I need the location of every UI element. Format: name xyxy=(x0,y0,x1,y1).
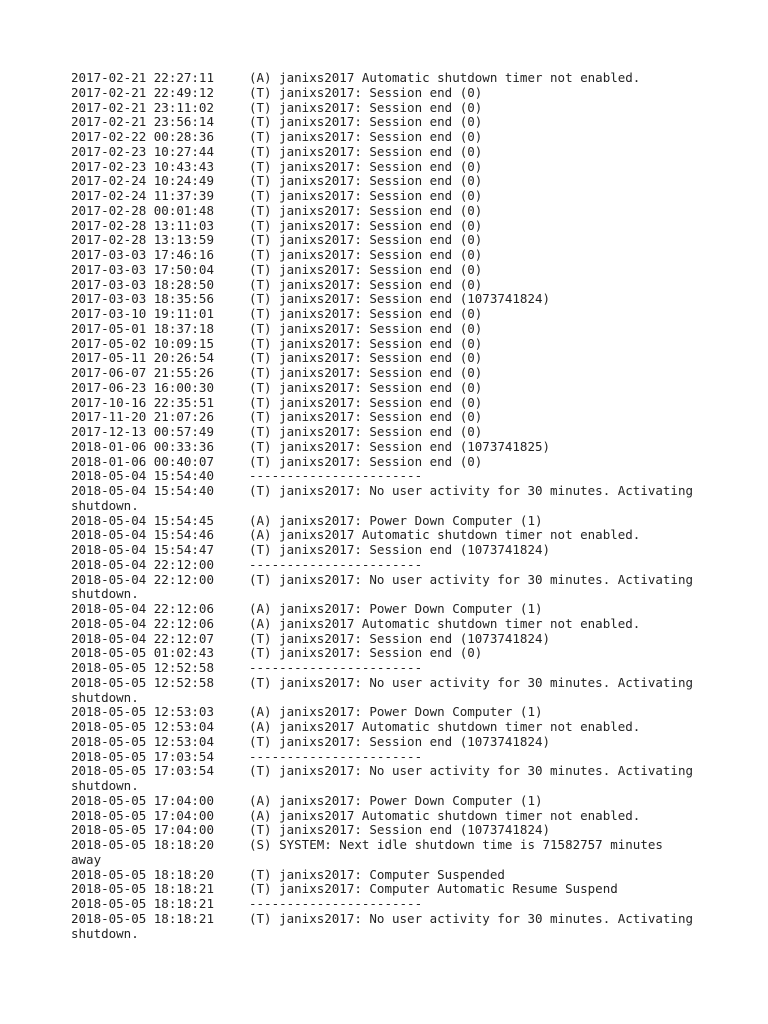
log-entry xyxy=(71,705,711,720)
log-timestamp: 2017-03-03 17:50:04 xyxy=(71,261,214,277)
log-timestamp: 2018-05-05 18:18:21 xyxy=(71,881,214,897)
log-message: (T) janixs2017: Session end (0) xyxy=(249,453,483,469)
log-entry xyxy=(71,292,711,307)
log-message: (T) janixs2017: Session end (0) xyxy=(249,158,483,174)
log-message-continuation: shutdown. xyxy=(71,925,139,941)
log-timestamp: 2018-05-05 18:18:20 xyxy=(71,866,214,882)
log-message-continuation: away xyxy=(71,851,102,867)
log-entry xyxy=(71,381,711,396)
log-timestamp: 2017-02-24 11:37:39 xyxy=(71,188,214,203)
log-timestamp: 2017-06-23 16:00:30 xyxy=(71,379,214,395)
log-message: (T) janixs2017: Session end (0) xyxy=(249,276,483,292)
log-timestamp: 2018-05-04 22:12:07 xyxy=(71,630,214,646)
log-entry xyxy=(71,794,711,809)
log-entry xyxy=(71,189,711,204)
log-entry xyxy=(71,204,711,219)
log-message: (T) janixs2017: Session end (0) xyxy=(249,173,483,189)
log-message: ----------------------- xyxy=(249,748,423,764)
log-entry xyxy=(71,366,711,381)
log-message: (T) janixs2017: Session end (0) xyxy=(249,365,483,380)
log-message: (T) janixs2017: Session end (0) xyxy=(249,202,483,218)
log-timestamp: 2018-05-05 17:03:54 xyxy=(71,748,214,764)
log-entry xyxy=(71,469,711,484)
log-entry xyxy=(71,823,711,838)
log-timestamp: 2018-05-04 15:54:45 xyxy=(71,512,214,528)
log-message: (T) janixs2017: Session end (0) xyxy=(249,409,483,425)
log-timestamp: 2018-05-05 01:02:43 xyxy=(71,645,214,661)
log-message: (T) janixs2017: Session end (0) xyxy=(249,394,483,410)
log-entry xyxy=(71,351,711,366)
log-message: (T) janixs2017: Session end (0) xyxy=(249,350,483,366)
log-timestamp: 2017-02-21 23:11:02 xyxy=(71,99,214,115)
log-message: (T) janixs2017: Session end (0) xyxy=(249,114,483,130)
log-message: (T) janixs2017: No user activity for 30 minutes. Activating xyxy=(249,910,694,926)
log-message: (T) janixs2017: Session end (0) xyxy=(249,143,483,159)
log-text xyxy=(71,71,711,941)
log-timestamp: 2018-05-05 18:18:20 xyxy=(71,837,214,852)
log-timestamp: 2018-05-04 22:12:06 xyxy=(71,615,214,631)
log-message: ----------------------- xyxy=(249,660,423,675)
log-entry xyxy=(71,130,711,145)
log-timestamp: 2018-05-05 12:52:58 xyxy=(71,674,214,690)
log-entry xyxy=(71,897,711,912)
log-timestamp: 2018-05-05 12:53:04 xyxy=(71,733,214,749)
log-entry xyxy=(71,573,711,588)
log-entry xyxy=(71,661,711,676)
log-message: (A) janixs2017: Power Down Computer (1) xyxy=(249,792,543,808)
log-timestamp: 2018-05-05 12:52:58 xyxy=(71,660,214,675)
log-timestamp: 2017-02-22 00:28:36 xyxy=(71,129,214,144)
log-message: (T) janixs2017: Session end (0) xyxy=(249,379,483,395)
log-timestamp: 2017-02-21 22:27:11 xyxy=(71,70,214,85)
log-message: (T) janixs2017: Session end (1073741824) xyxy=(249,630,551,646)
log-timestamp: 2017-02-28 13:11:03 xyxy=(71,217,214,233)
log-message: (T) janixs2017: Session end (0) xyxy=(249,217,483,233)
log-message: (T) janixs2017: Session end (0) xyxy=(249,232,483,248)
log-timestamp: 2018-05-04 15:54:47 xyxy=(71,542,214,557)
log-entry xyxy=(71,263,711,278)
log-entry xyxy=(71,543,711,558)
log-entry xyxy=(71,632,711,647)
log-message: (A) janixs2017: Power Down Computer (1) xyxy=(249,512,543,528)
log-entry xyxy=(71,838,711,853)
log-entry xyxy=(71,115,711,130)
log-entry xyxy=(71,174,711,189)
log-timestamp: 2018-05-04 15:54:40 xyxy=(71,468,214,484)
log-timestamp: 2018-05-05 17:04:00 xyxy=(71,807,214,823)
log-entry xyxy=(71,809,711,824)
log-entry xyxy=(71,219,711,234)
log-timestamp: 2018-05-05 17:04:00 xyxy=(71,792,214,808)
log-message: ----------------------- xyxy=(249,468,423,484)
log-message: (T) janixs2017: Session end (0) xyxy=(249,424,483,439)
log-entry xyxy=(71,145,711,160)
log-timestamp: 2018-01-06 00:33:36 xyxy=(71,438,214,454)
log-message-continuation: shutdown. xyxy=(71,778,139,793)
log-entry xyxy=(71,425,711,440)
log-timestamp: 2017-06-07 21:55:26 xyxy=(71,365,214,380)
log-entry xyxy=(71,440,711,455)
log-timestamp: 2017-03-03 17:46:16 xyxy=(71,247,214,262)
log-timestamp: 2017-02-23 10:43:43 xyxy=(71,158,214,174)
log-timestamp: 2018-01-06 00:40:07 xyxy=(71,453,214,469)
log-timestamp: 2018-05-05 18:18:21 xyxy=(71,910,214,926)
log-message: (T) janixs2017: Computer Suspended xyxy=(249,866,505,882)
log-message: (T) janixs2017: Session end (0) xyxy=(249,645,483,661)
log-message: (T) janixs2017: Computer Automatic Resume Suspend xyxy=(249,881,618,897)
log-timestamp: 2017-02-21 23:56:14 xyxy=(71,114,214,130)
log-message: (T) janixs2017: Session end (1073741825) xyxy=(249,438,551,454)
log-timestamp: 2017-03-03 18:35:56 xyxy=(71,291,214,307)
log-entry xyxy=(71,764,711,779)
log-entry xyxy=(71,735,711,750)
log-message: (A) janixs2017 Automatic shutdown timer not enabled. xyxy=(249,719,641,734)
log-message: (S) SYSTEM: Next idle shutdown time is 71582757 minutes xyxy=(249,837,663,852)
log-timestamp: 2017-03-10 19:11:01 xyxy=(71,306,214,321)
log-entry xyxy=(71,617,711,632)
log-timestamp: 2017-05-02 10:09:15 xyxy=(71,335,214,351)
log-timestamp: 2017-02-28 13:13:59 xyxy=(71,232,214,248)
log-message-continuation: shutdown. xyxy=(71,497,139,513)
log-timestamp: 2017-05-01 18:37:18 xyxy=(71,320,214,336)
log-message: ----------------------- xyxy=(249,556,423,572)
log-message: (T) janixs2017: Session end (0) xyxy=(249,129,483,144)
log-message-continuation: shutdown. xyxy=(71,586,139,602)
log-timestamp: 2018-05-04 22:12:00 xyxy=(71,571,214,587)
log-message: (T) janixs2017: Session end (0) xyxy=(249,306,483,321)
log-timestamp: 2017-03-03 18:28:50 xyxy=(71,276,214,292)
log-entry xyxy=(71,322,711,337)
log-timestamp: 2018-05-04 15:54:46 xyxy=(71,527,214,543)
log-timestamp: 2018-05-04 15:54:40 xyxy=(71,483,214,498)
log-message: (T) janixs2017: Session end (0) xyxy=(249,84,483,100)
log-message: (T) janixs2017: Session end (1073741824) xyxy=(249,733,551,749)
log-entry xyxy=(71,750,711,765)
log-message: (T) janixs2017: No user activity for 30 minutes. Activating xyxy=(249,763,694,779)
log-timestamp: 2017-02-23 10:27:44 xyxy=(71,143,214,159)
log-timestamp: 2018-05-05 12:53:04 xyxy=(71,719,214,734)
log-timestamp: 2018-05-05 17:04:00 xyxy=(71,822,214,838)
log-message: (T) janixs2017: Session end (0) xyxy=(249,188,483,203)
log-timestamp: 2017-05-11 20:26:54 xyxy=(71,350,214,366)
log-entry xyxy=(71,455,711,470)
log-message: (A) janixs2017: Power Down Computer (1) xyxy=(249,704,543,720)
log-timestamp: 2018-05-05 18:18:21 xyxy=(71,896,214,911)
log-entry xyxy=(71,646,711,661)
log-message: ----------------------- xyxy=(249,896,423,911)
log-entry xyxy=(71,86,711,101)
log-entry xyxy=(71,676,711,691)
log-timestamp: 2017-11-20 21:07:26 xyxy=(71,409,214,425)
log-message: (T) janixs2017: No user activity for 30 minutes. Activating xyxy=(249,674,694,690)
log-entry xyxy=(71,514,711,529)
log-entry xyxy=(71,912,711,927)
log-message: (A) janixs2017 Automatic shutdown timer not enabled. xyxy=(249,527,641,543)
log-entry xyxy=(71,233,711,248)
log-message: (A) janixs2017 Automatic shutdown timer not enabled. xyxy=(249,615,641,631)
log-entry xyxy=(71,307,711,322)
log-message: (T) janixs2017: No user activity for 30 minutes. Activating xyxy=(249,483,694,498)
log-entry xyxy=(71,558,711,573)
log-timestamp: 2018-05-05 17:03:54 xyxy=(71,763,214,779)
log-entry xyxy=(71,484,711,499)
log-entry xyxy=(71,337,711,352)
log-timestamp: 2017-12-13 00:57:49 xyxy=(71,424,214,439)
log-entry xyxy=(71,278,711,293)
log-entry xyxy=(71,528,711,543)
log-entry xyxy=(71,160,711,175)
log-message: (T) janixs2017: Session end (1073741824) xyxy=(249,542,551,557)
log-message: (T) janixs2017: Session end (1073741824) xyxy=(249,291,551,307)
log-entry xyxy=(71,248,711,263)
log-message: (T) janixs2017: Session end (0) xyxy=(249,247,483,262)
log-timestamp: 2017-02-24 10:24:49 xyxy=(71,173,214,189)
log-entry xyxy=(71,396,711,411)
log-entry xyxy=(71,71,711,86)
log-message: (T) janixs2017: Session end (1073741824) xyxy=(249,822,551,838)
log-message: (T) janixs2017: Session end (0) xyxy=(249,335,483,351)
log-message: (T) janixs2017: No user activity for 30 minutes. Activating xyxy=(249,571,694,587)
log-entry xyxy=(71,882,711,897)
log-message: (T) janixs2017: Session end (0) xyxy=(249,261,483,277)
log-timestamp: 2018-05-05 12:53:03 xyxy=(71,704,214,720)
log-message-continuation: shutdown. xyxy=(71,689,139,705)
log-message: (A) janixs2017: Power Down Computer (1) xyxy=(249,601,543,616)
log-timestamp: 2018-05-04 22:12:06 xyxy=(71,601,214,616)
log-message: (T) janixs2017: Session end (0) xyxy=(249,99,483,115)
log-entry xyxy=(71,602,711,617)
log-entry xyxy=(71,101,711,116)
log-message: (A) janixs2017 Automatic shutdown timer not enabled. xyxy=(249,807,641,823)
log-timestamp: 2017-02-28 00:01:48 xyxy=(71,202,214,218)
log-message: (A) janixs2017 Automatic shutdown timer not enabled. xyxy=(249,70,641,85)
log-timestamp: 2017-02-21 22:49:12 xyxy=(71,84,214,100)
log-entry xyxy=(71,410,711,425)
log-message: (T) janixs2017: Session end (0) xyxy=(249,320,483,336)
log-timestamp: 2017-10-16 22:35:51 xyxy=(71,394,214,410)
log-entry xyxy=(71,868,711,883)
log-entry xyxy=(71,720,711,735)
log-timestamp: 2018-05-04 22:12:00 xyxy=(71,556,214,572)
